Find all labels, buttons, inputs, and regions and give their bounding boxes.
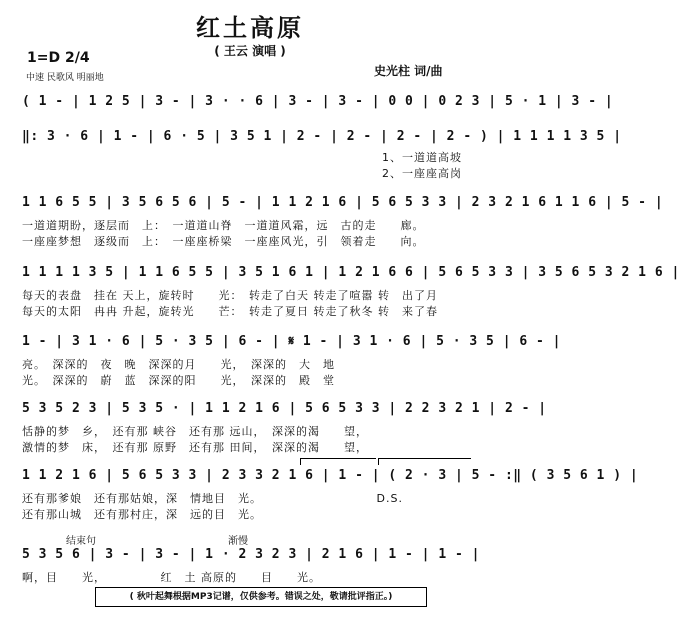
notation-row: 1 1 1 1 3 5 | 1 1 6 5 5 | 3 5 1 6 1 | 1 2 1 6 6 | 5 6 5 3 3 | 3 5 6 5 3 2 1 6 | xyxy=(22,265,680,280)
ending-marking: 结束句 xyxy=(66,536,96,547)
lyric-verse-1: 1、一道道高坡 xyxy=(382,151,462,164)
second-ending-bracket xyxy=(378,458,471,465)
notation-row: 5 3 5 6 | 3 - | 3 - | 1 · 2 3 2 3 | 2 1 6 | 1 - | 1 - | xyxy=(22,547,480,562)
lyric-verse-1: 还有那爹娘 还有那姑娘，深 情地目 光。 D.S. xyxy=(22,492,403,505)
lyric-verse-1: 啊，目 光， 红 土 高原的 目 光。 xyxy=(22,571,321,584)
ritardando-marking: 渐慢 xyxy=(228,536,248,547)
staff-line-7 xyxy=(22,468,639,526)
footer-box xyxy=(95,587,427,607)
notation-row: 1 1 6 5 5 | 3 5 6 5 6 | 5 - | 1 1 2 1 6 | 5 6 5 3 3 | 2 3 2 1 6 1 1 6 | 5 - | xyxy=(22,195,664,210)
lyric-verse-2: 还有那山城 还有那村庄，深 远的目 光。 xyxy=(22,508,262,521)
song-title: 红土高原 xyxy=(196,13,304,42)
lyric-verse-1: 每天的表盘 挂在 天上，旋转时 光： 转走了白天 转走了喧嚣 转 出了月 xyxy=(22,289,438,302)
staff-line-2 xyxy=(22,129,622,181)
lyric-verse-1: 一道道期盼，逐层而 上： 一道道山脊 一道道风霜，远 古的走 廊。 xyxy=(22,219,425,232)
notation-row: 5 3 5 2 3 | 5 3 5 · | 1 1 2 1 6 | 5 6 5 3 3 | 2 2 3 2 1 | 2 - | xyxy=(22,401,547,416)
singer-credit: ( 王云 演唱 ) xyxy=(214,44,286,58)
notation-row: 1 - | 3 1 · 6 | 5 · 3 5 | 6 - | 𝄋 1 - | 3 1 · 6 | 5 · 3 5 | 6 - | xyxy=(22,334,561,349)
staff-line-1 xyxy=(22,94,614,120)
lyric-verse-2: 光。 深深的 蔚 蓝 深深的阳 光， 深深的 殿 堂 xyxy=(22,374,335,387)
transcriber-note: ( 秋叶起舞根据MP3记谱，仅供参考。错误之处，敬请批评指正。) xyxy=(129,592,393,602)
staff-line-4 xyxy=(22,265,680,323)
lyric-verse-2: 每天的太阳 冉冉 升起，旋转光 芒： 转走了夏日 转走了秋冬 转 来了春 xyxy=(22,305,438,318)
staff-line-5 xyxy=(22,334,561,392)
author-credit: 史光柱 词/曲 xyxy=(374,64,443,78)
notation-row: ‖: 3 · 6 | 1 - | 6 · 5 | 3 5 1 | 2 - | 2 - | 2 - | 2 - ) | 1 1 1 1 3 5 | xyxy=(22,129,622,144)
staff-line-8 xyxy=(22,547,482,587)
tempo-marking: 中速 民歌风 明丽地 xyxy=(26,73,104,83)
notation-row: ( 1 - | 1 2 5 | 3 - | 3 · · 6 | 3 - | 3 - | 0 0 | 0 2 3 | 5 · 1 | 3 - | xyxy=(22,94,614,109)
key-signature: 1=D 2/4 xyxy=(27,50,90,66)
lyric-verse-1: 亮。 深深的 夜 晚 深深的月 光， 深深的 大 地 xyxy=(22,358,335,371)
staff-line-3 xyxy=(22,195,664,253)
lyric-verse-2: 2、一座座高岗 xyxy=(382,167,462,180)
first-ending-bracket xyxy=(300,458,376,465)
lyric-verse-1: 恬静的梦 乡， 还有那 峡谷 还有那 远山， 深深的渴 望， xyxy=(22,425,368,438)
staff-line-6 xyxy=(22,401,547,459)
notation-row: 1 1 2 1 6 | 5 6 5 3 3 | 2 3 3 2 1 6 | 1 - | ( 2 · 3 | 5 - :‖ ( 3 5 6 1 ) | xyxy=(22,468,639,483)
lyric-verse-2: 一座座梦想 逐级而 上： 一座座桥梁 一座座风光，引 领着走 向。 xyxy=(22,235,425,248)
lyric-verse-2: 激情的梦 床， 还有那 原野 还有那 田间， 深深的渴 望， xyxy=(22,441,368,454)
